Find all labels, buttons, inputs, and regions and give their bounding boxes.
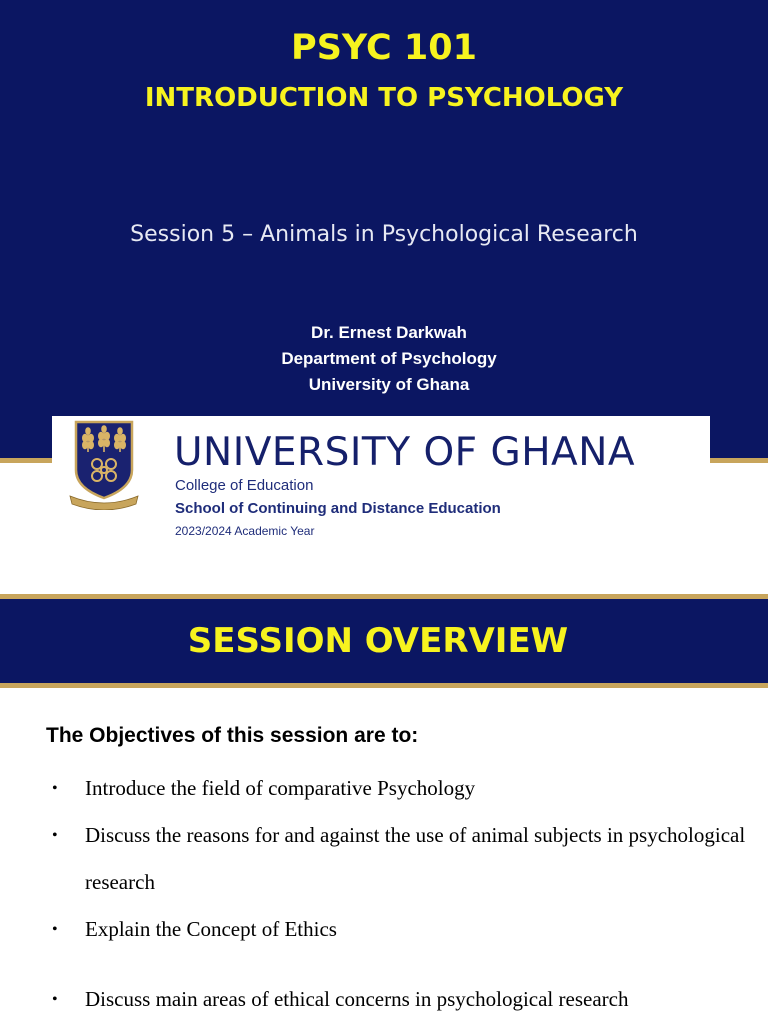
course-code: PSYC 101 <box>291 28 477 68</box>
bullet-icon: • <box>52 780 58 797</box>
overview-title: SESSION OVERVIEW <box>187 621 569 661</box>
college-name: College of Education <box>175 477 314 494</box>
presenter-name: Dr. Ernest Darkwah <box>311 323 467 342</box>
bullet-icon: • <box>52 991 58 1008</box>
list-item <box>52 765 752 812</box>
course-title: INTRODUCTION TO PSYCHOLOGY <box>144 83 624 113</box>
school-name: School of Continuing and Distance Education <box>175 500 501 517</box>
academic-year: 2023/2024 Academic Year <box>175 524 315 538</box>
presenter-department: Department of Psychology <box>281 349 497 368</box>
bullet-icon: • <box>52 827 58 844</box>
gold-stripe-bottom <box>0 683 768 688</box>
objectives-list <box>52 765 752 1023</box>
list-item-text: Discuss main areas of ethical concerns in psychological research <box>85 987 629 1011</box>
session-title: Session 5 – Animals in Psychological Research <box>130 222 638 247</box>
list-item-text: Introduce the field of comparative Psychology <box>85 776 476 800</box>
gold-stripe-right <box>710 458 768 463</box>
list-item-text: Explain the Concept of Ethics <box>85 917 337 941</box>
objectives-heading: The Objectives of this session are to: <box>46 724 419 747</box>
list-item <box>52 812 752 906</box>
list-item-text: Discuss the reasons for and against the use of animal subjects in psychological research <box>85 823 746 894</box>
bullet-icon: • <box>52 921 58 938</box>
gold-stripe-left <box>0 458 52 463</box>
list-item <box>52 906 752 953</box>
university-crest-icon <box>68 418 140 510</box>
university-name: UNIVERSITY OF GHANA <box>174 430 636 475</box>
presenter-block <box>0 320 768 398</box>
overview-slide <box>0 594 768 1024</box>
list-item <box>52 976 752 1023</box>
presenter-institution: University of Ghana <box>308 375 470 394</box>
university-logo-panel <box>52 416 710 546</box>
